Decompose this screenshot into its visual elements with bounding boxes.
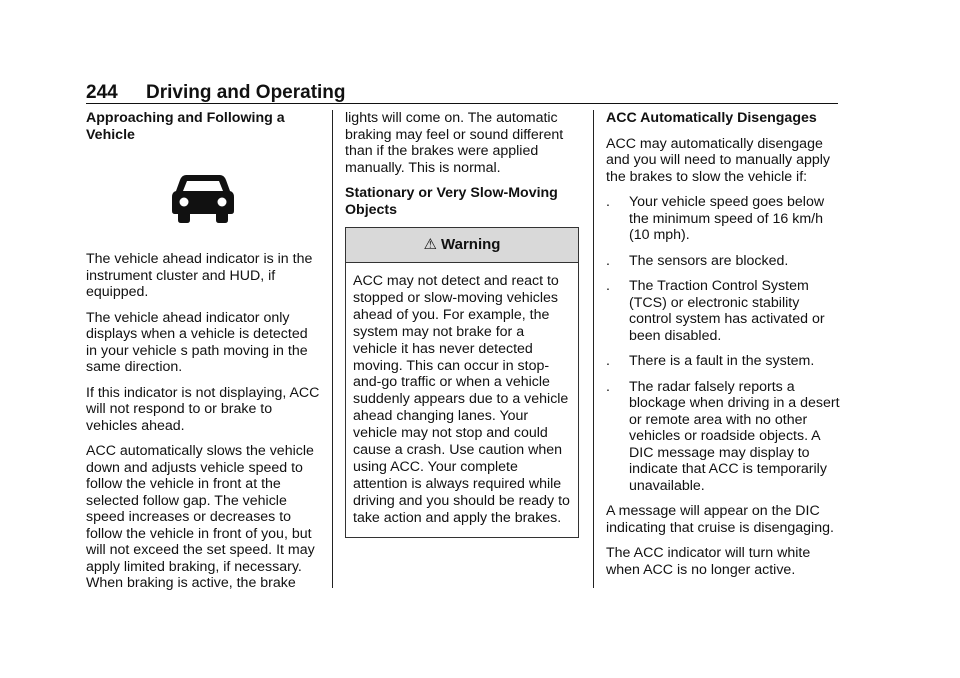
warning-body: ACC may not detect and react to stopped or slow-moving vehicles ahead of you. For example, the system may not brake for a vehicle it has never detected moving. This can occur in stop-and-go traffic or when a vehicle suddenly appears due to a vehicle ahead changing lanes. Your vehicle may not stop and could cause a crash. Use caution when using ACC. Your complete attention is always required while driving and you should be ready to take action and apply the brakes. — [353, 273, 570, 526]
page-number: 244 — [86, 82, 118, 103]
paragraph: lights will come on. The automatic braking may feel or sound different than if the brakes were applied manually. This is normal. — [345, 110, 564, 176]
header-rule — [86, 103, 838, 104]
column-divider-1 — [332, 110, 333, 588]
list-item-text: There is a fault in the system. — [629, 353, 815, 369]
bullet: . — [606, 378, 610, 395]
bullet: . — [606, 252, 610, 269]
bullet: . — [606, 353, 610, 369]
paragraph: ACC automatically slows the vehicle down and adjusts vehicle speed to follow the vehicle in front at the selected follow gap. The vehicle speed increases or decreases to follow the vehicle in front of you, but will not exceed the set speed. It may apply limited braking, if necessary. When braking is active, the brake — [86, 443, 315, 591]
paragraph: A message will appear on the DIC indicating that cruise is disengaging. — [606, 503, 834, 536]
paragraph: ACC may automatically disengage and you will need to manually apply the brakes to slow the vehicle if: — [606, 135, 830, 185]
list-item — [606, 353, 842, 370]
list-item — [606, 379, 842, 495]
warning-title: Warning — [441, 235, 501, 253]
column-divider-2 — [593, 110, 594, 588]
section-heading: ACC Automatically Disengages — [606, 110, 817, 126]
section-heading: Approaching and Following a Vehicle — [86, 110, 285, 143]
column-2 — [345, 110, 581, 538]
bullet: . — [606, 194, 610, 210]
section-heading: Stationary or Very Slow-Moving Objects — [345, 185, 558, 218]
list-item-text: The radar falsely reports a blockage when driving in a desert or remote area with no other vehicles or roadside objects. A DIC message may display to indicate that ACC is temporarily unavailable. — [629, 378, 840, 494]
paragraph: The vehicle ahead indicator only displays when a vehicle is detected in your vehicle s path moving in the same direction. — [86, 309, 308, 375]
column-1 — [86, 110, 322, 601]
paragraph: The vehicle ahead indicator is in the instrument cluster and HUD, if equipped. — [86, 251, 313, 300]
warning-icon: ⚠ — [423, 235, 437, 253]
list-item-text: Your vehicle speed goes below the minimum speed of 16 km/h (10 mph). — [629, 194, 825, 243]
list-item-text: The Traction Control System (TCS) or electronic stability control system has activated or been disabled. — [629, 278, 825, 344]
section-title: Driving and Operating — [146, 82, 346, 103]
vehicle-ahead-icon — [172, 171, 234, 223]
paragraph: If this indicator is not displaying, ACC will not respond to or brake to vehicles ahead. — [86, 384, 320, 434]
warning-header — [346, 228, 578, 263]
warning-box — [345, 227, 579, 538]
condition-list — [606, 194, 842, 494]
list-item — [606, 278, 842, 344]
list-item — [606, 253, 842, 270]
bullet: . — [606, 278, 610, 294]
column-3 — [606, 110, 842, 587]
paragraph: The ACC indicator will turn white when ACC is no longer active. — [606, 545, 811, 578]
list-item — [606, 194, 842, 244]
list-item-text: The sensors are blocked. — [629, 252, 789, 269]
